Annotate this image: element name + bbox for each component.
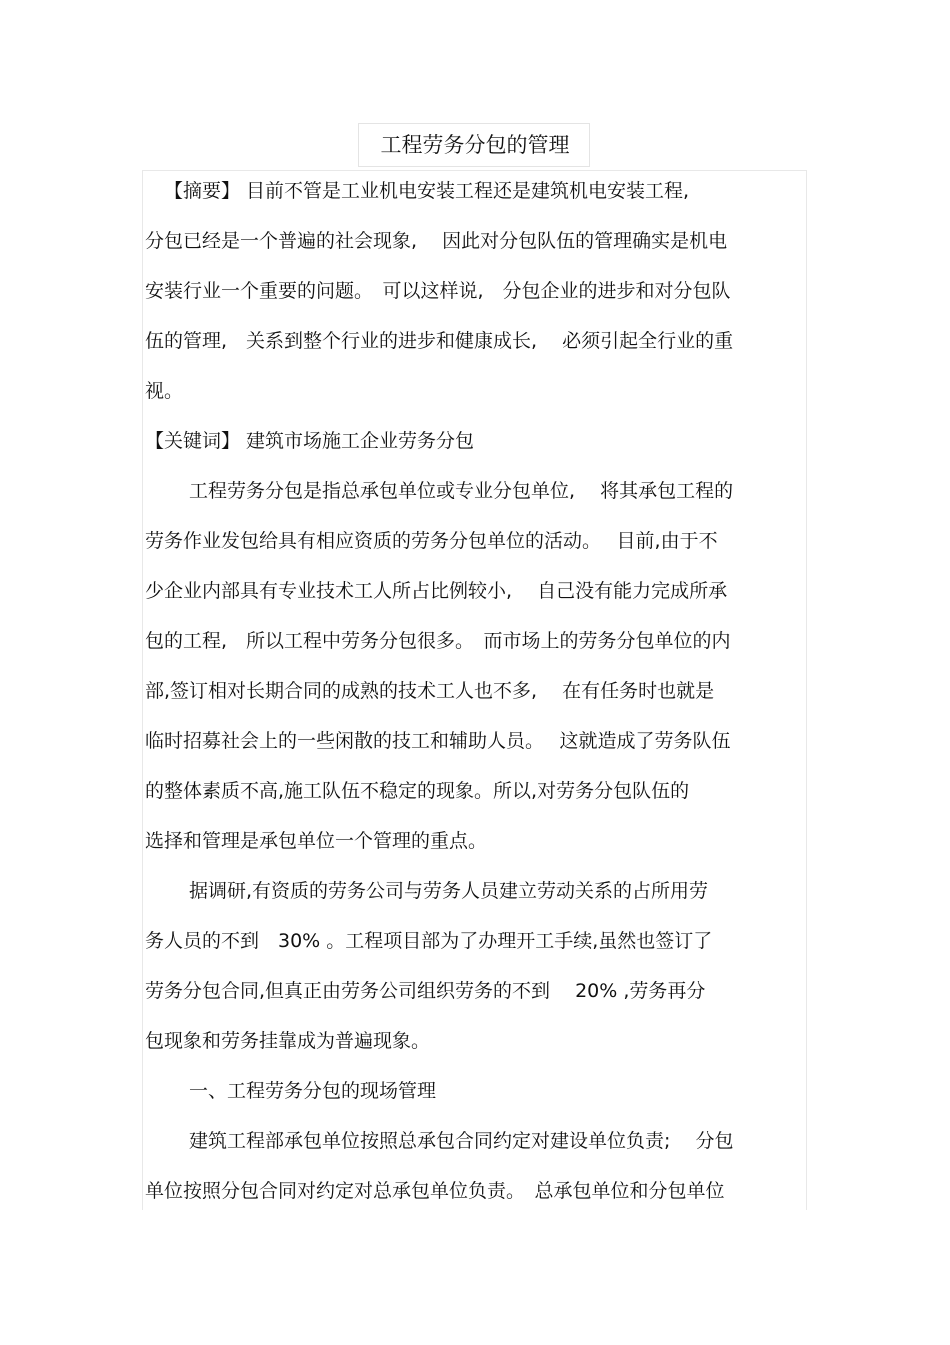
text-line: 部,签订相对长期合同的成熟的技术工人也不多, 在有任务时也就是 bbox=[145, 680, 715, 702]
text-line: 分包已经是一个普遍的社会现象, 因此对分包队伍的管理确实是机电 bbox=[145, 230, 728, 252]
text-line: 【关键词】 建筑市场施工企业劳务分包 bbox=[145, 430, 475, 452]
text-line: 单位按照分包合同对约定对总承包单位负责。 总承包单位和分包单位 bbox=[145, 1180, 725, 1202]
text-line: 选择和管理是承包单位一个管理的重点。 bbox=[145, 830, 488, 852]
text-line: 视。 bbox=[145, 380, 184, 402]
text-line: 劳务作业发包给具有相应资质的劳务分包单位的活动。 目前,由于不 bbox=[145, 530, 718, 552]
text-line: 安装行业一个重要的问题。 可以这样说, 分包企业的进步和对分包队 bbox=[145, 280, 731, 302]
document-title: 工程劳务分包的管理 bbox=[380, 133, 570, 157]
text-line: 务人员的不到 30% 。工程项目部为了办理开工手续,虽然也签订了 bbox=[145, 930, 713, 952]
text-line: 的整体素质不高,施工队伍不稳定的现象。所以,对劳务分包队伍的 bbox=[145, 780, 690, 802]
text-line: 包现象和劳务挂靠成为普遍现象。 bbox=[145, 1030, 431, 1052]
text-line: 工程劳务分包是指总承包单位或专业分包单位, 将其承包工程的 bbox=[189, 480, 734, 502]
text-line: 伍的管理, 关系到整个行业的进步和健康成长, 必须引起全行业的重 bbox=[145, 330, 734, 352]
text-line: 少企业内部具有专业技术工人所占比例较小, 自己没有能力完成所承 bbox=[145, 580, 728, 602]
section-heading: 一、工程劳务分包的现场管理 bbox=[189, 1080, 437, 1102]
text-line: 【摘要】 目前不管是工业机电安装工程还是建筑机电安装工程, bbox=[164, 180, 690, 202]
text-line: 建筑工程部承包单位按照总承包合同约定对建设单位负责; 分包 bbox=[189, 1130, 734, 1152]
text-line: 据调研,有资质的劳务公司与劳务人员建立劳动关系的占所用劳 bbox=[189, 880, 709, 902]
text-line: 包的工程, 所以工程中劳务分包很多。 而市场上的劳务分包单位的内 bbox=[145, 630, 731, 652]
text-line: 劳务分包合同,但真正由劳务公司组织劳务的不到 20% ,劳务再分 bbox=[145, 980, 706, 1002]
text-line: 临时招募社会上的一些闲散的技工和辅助人员。 这就造成了劳务队伍 bbox=[145, 730, 731, 752]
